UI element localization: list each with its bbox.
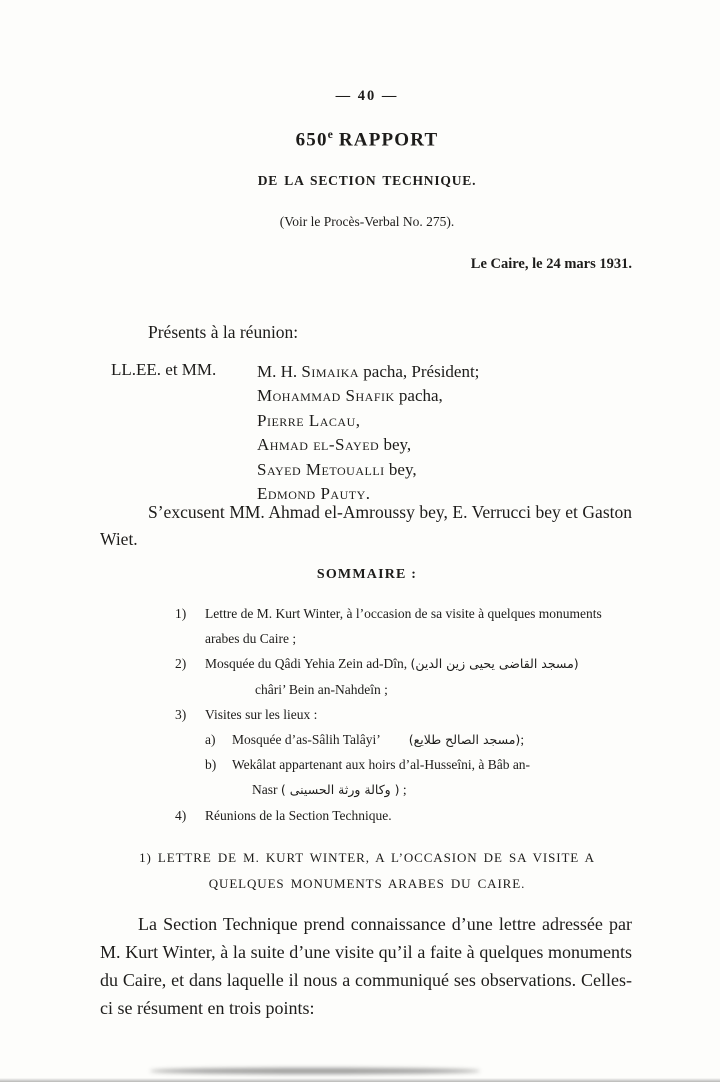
sommaire-item-4 [175, 803, 633, 828]
sub-item-letter: b) [205, 757, 217, 773]
attendee-name: Pierre Lacau [257, 410, 356, 430]
item-text: Lettre de M. Kurt Winter, à l’occasion de sa visite à quelques monuments arabes du Caire ; [205, 606, 602, 647]
arabic-text: ( وكالة ورثة الحسينى ) [280, 782, 400, 798]
presents-heading: Présents à la réunion: [148, 322, 299, 342]
section-heading-line-1: 1) LETTRE DE M. KURT WINTER, A L’OCCASION DE SA VISITE A [139, 850, 595, 865]
punctuation: ; [399, 782, 407, 798]
body-paragraph: La Section Technique prend connaissance d’une lettre adressée par M. Kurt Winter, à la suite d’une visite qu’il a faite à quelques monuments du Caire, et dans laquelle il nous a communiqué ses observations. Celles-ci se résument en trois points: [100, 914, 632, 1018]
report-title [14, 128, 720, 151]
sommaire-item-2 [175, 651, 633, 701]
attendee-suffix: , [355, 410, 361, 430]
report-number: 650 [295, 129, 328, 151]
attendee-suffix: bey, [384, 459, 417, 479]
french-text: Wekâlat appartenant aux hoirs d’al-Husseîni, à Bâb an- [232, 757, 531, 773]
dateline: Le Caire, le 24 mars 1931. [470, 256, 632, 272]
arabic-text: (مسجد القاضى يحيى زين الدين) [410, 656, 579, 672]
sub-item-text [232, 752, 633, 802]
proces-verbal-reference: (Voir le Procès-Verbal No. 275). [279, 214, 455, 229]
attendee-suffix: bey, [379, 435, 412, 455]
attendee-list [111, 360, 479, 506]
item-text [205, 651, 633, 701]
report-subtitle: DE LA SECTION TECHNIQUE. [257, 173, 477, 188]
report-word: RAPPORT [332, 129, 439, 151]
attendee [257, 458, 479, 482]
scan-edge-artifact [0, 1078, 720, 1082]
attendee [257, 384, 479, 408]
french-text: Nasr [252, 782, 281, 798]
arabic-text: (مسجد الصالح طلايع) [408, 732, 521, 748]
item-number: 4) [175, 807, 187, 823]
attendee-suffix: pacha, [394, 386, 443, 406]
item-text [205, 702, 633, 803]
sommaire-heading: SOMMAIRE : [316, 567, 418, 582]
sommaire-item-3 [175, 702, 633, 803]
attendee-suffix: pacha, Président; [359, 362, 480, 381]
item-number: 3) [175, 706, 187, 722]
sub-item-letter: a) [205, 732, 216, 748]
sub-item-continuation [232, 777, 633, 802]
sommaire-list [175, 601, 633, 828]
item-line: Visites sur les lieux : [205, 706, 318, 722]
item-number: 1) [175, 606, 187, 621]
punctuation: ; [520, 732, 525, 748]
french-text: Mosquée d’as-Sâlih Talâyi’ [232, 732, 381, 748]
scan-smudge-artifact [150, 1068, 480, 1074]
attendee-suffix: . [365, 484, 371, 504]
item-number: 2) [175, 656, 187, 672]
attendee-name: Simaika [301, 362, 360, 381]
page-number: — 40 — [335, 88, 399, 104]
excused-paragraph: S’excusent MM. Ahmad el-Amroussy bey, E. Verrucci bey et Gaston Wiet. [100, 502, 632, 549]
attendee-name: Edmond Pauty [257, 484, 366, 504]
attendee [257, 433, 479, 457]
attendee-names [257, 360, 479, 506]
report-number-superscript: e [327, 128, 333, 141]
section-heading-line-2: QUELQUES MONUMENTS ARABES DU CAIRE. [208, 876, 526, 891]
attendee-prefix: M. H. [257, 362, 302, 381]
attendee [257, 360, 479, 384]
attendee-name: Ahmad el-Sayed [257, 435, 380, 455]
attendee-name: Sayed Metoualli [257, 459, 385, 479]
sommaire-item-3b [205, 752, 633, 802]
french-text: Mosquée du Qâdi Yehia Zein ad-Dîn, [205, 656, 411, 672]
attendee-name: Mohammad Shafik [257, 386, 395, 406]
attendee [257, 409, 479, 433]
item-line [205, 651, 633, 676]
sommaire-item-3a [205, 727, 633, 752]
item-continuation: châri’ Bein an-Nahdeîn ; [255, 681, 388, 697]
section-heading [14, 845, 720, 897]
sommaire-item-1 [175, 601, 633, 651]
attendee-group-label: LL.EE. et MM. [111, 360, 217, 379]
item-text: Réunions de la Section Technique. [205, 807, 392, 823]
sub-item-text [232, 727, 633, 752]
